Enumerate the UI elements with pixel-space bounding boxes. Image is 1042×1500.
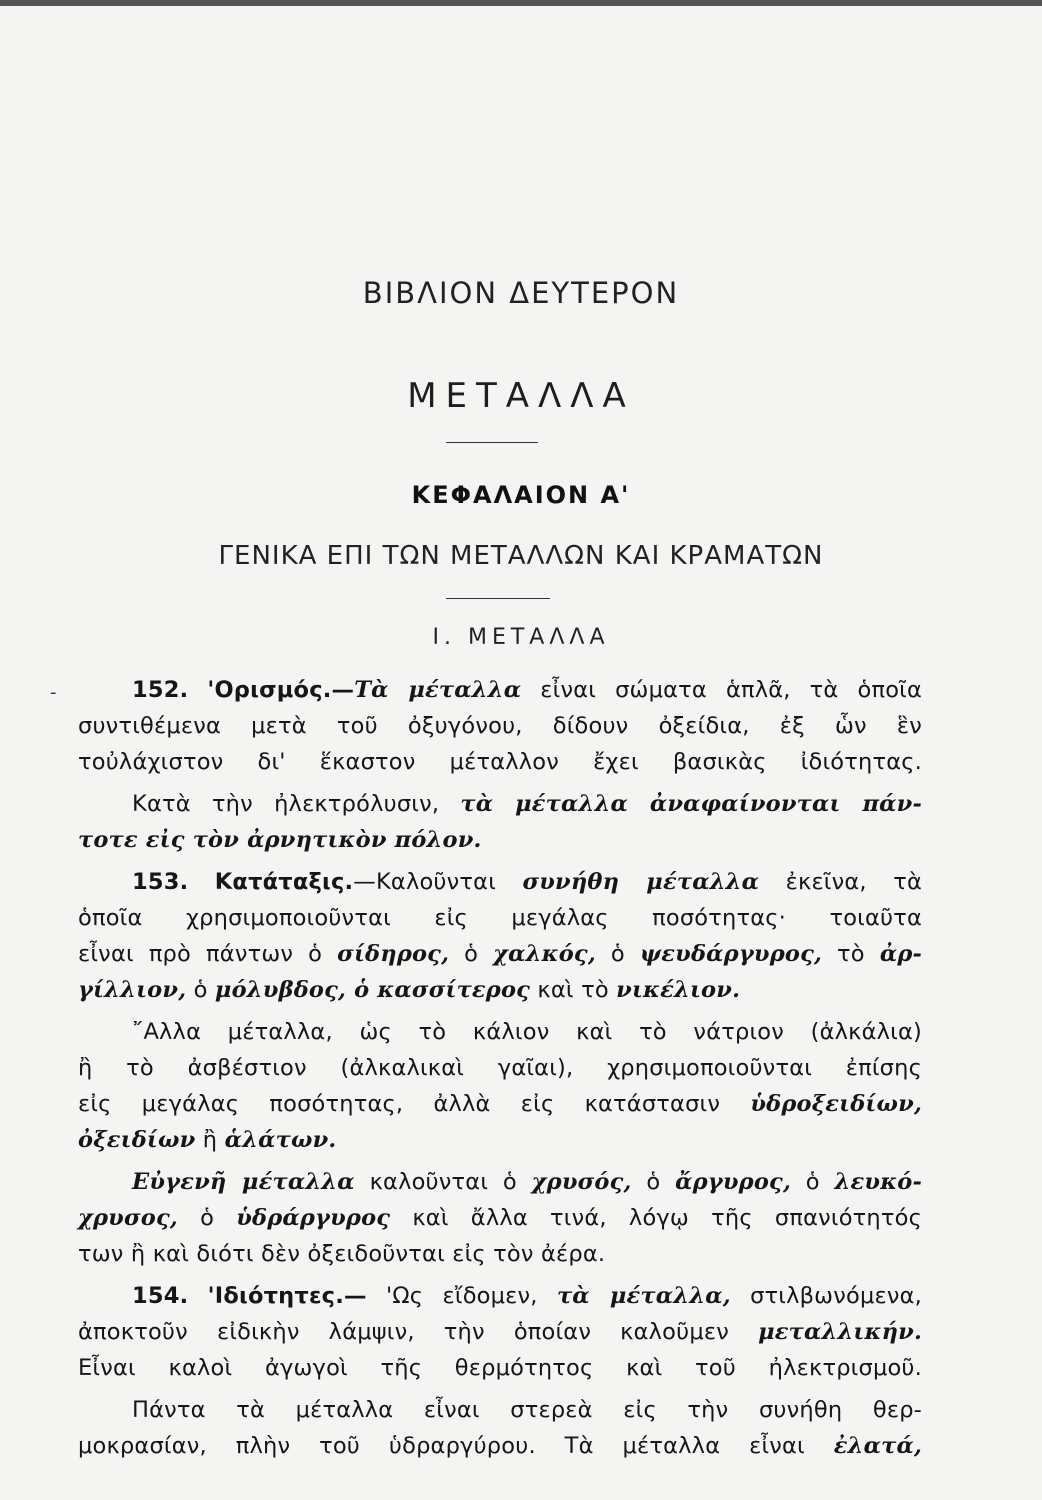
part-title: ΜΕΤΑΛΛΑ (407, 376, 635, 416)
divider-rule (446, 442, 538, 443)
paragraph-154-line: 154. 'Ιδιότητες.— 'Ως εἴδομεν, τὰ μέταλλα, στιλβωνόμενα, (132, 1283, 922, 1309)
paragraph-153-line: ὁποῖα χρησιμοποιοῦνται εἰς μεγάλας ποσότητας· τοιαῦτα (78, 905, 922, 931)
paragraph-154-line: μοκρασίαν, πλὴν τοῦ ὑδραργύρου. Τὰ μέταλλα εἶναι ἐλατά, (78, 1433, 922, 1459)
section-number: 154. (132, 1283, 189, 1309)
chapter-title: ΓΕΝΙΚΑ ΕΠΙ ΤΩΝ ΜΕΤΑΛΛΩΝ ΚΑΙ ΚΡΑΜΑΤΩΝ (218, 541, 824, 571)
body-text (78, 672, 922, 1464)
paragraph-153-line: 153. Κατάταξις.—Καλοῦνται συνήθη μέταλλα ἐκεῖνα, τὰ (132, 869, 922, 895)
margin-mark: - (50, 682, 57, 703)
section-title: Ι. ΜΕΤΑΛΛΑ (432, 625, 610, 650)
paragraph-152-line: Κατὰ τὴν ἠλεκτρόλυσιν, τὰ μέταλλα ἀναφαίνονται πάν- (132, 791, 922, 817)
chapter-label: ΚΕΦΑΛΑΙΟΝ Α' (411, 481, 631, 509)
section-number: 152. (132, 677, 189, 703)
paragraph-153-line: χρυσος, ὁ ὑδράργυρος καὶ ἄλλα τινά, λόγῳ τῆς σπανιότητός (78, 1205, 922, 1231)
paragraph-153-line: των ἢ καὶ διότι δὲν ὀξειδοῦνται εἰς τὸν ἀέρα. (78, 1241, 606, 1267)
paragraph-152-line: 152. 'Ορισμός.—Τὰ μέταλλα εἶναι σώματα ἁπλᾶ, τὰ ὁποῖα (132, 677, 923, 703)
divider-rule (446, 598, 550, 599)
section-term: Κατάταξις. (214, 869, 354, 895)
paragraph-153-line: εἰς μεγάλας ποσότητας, ἀλλὰ εἰς κατάστασιν ὑδροξειδίων, (78, 1091, 922, 1117)
paragraph-154-line: Πάντα τὰ μέταλλα εἶναι στερεὰ εἰς τὴν συνήθη θερ- (132, 1397, 922, 1423)
paragraph-152-line: τοὐλάχιστον δι' ἕκαστον μέταλλον ἔχει βασικὰς ἰδιότητας. (78, 749, 922, 775)
paragraph-154-line: ἀποκτοῦν εἰδικὴν λάμψιν, τὴν ὁποίαν καλοῦμεν μεταλλικήν. (78, 1319, 922, 1345)
section-number: 153. (132, 869, 189, 895)
paragraph-153-line: ὀξειδίων ἢ ἁλάτων. (78, 1127, 337, 1153)
paragraph-153-line: γίλλιον, ὁ μόλυβδος, ὁ κασσίτερος καὶ τὸ νικέλιον. (78, 977, 741, 1003)
paragraph-153-line: ῎Αλλα μέταλλα, ὡς τὸ κάλιον καὶ τὸ νάτριον (ἀλκάλια) (132, 1019, 922, 1045)
paragraph-153-line: ἢ τὸ ἀσβέστιον (ἀλκαλικαὶ γαῖαι), χρησιμοποιοῦνται ἐπίσης (78, 1055, 922, 1081)
paragraph-152-line: συντιθέμενα μετὰ τοῦ ὀξυγόνου, δίδουν ὀξείδια, ἐξ ὧν ἓν (78, 713, 922, 739)
section-term: 'Ιδιότητες.— (207, 1283, 367, 1309)
book-title: ΒΙΒΛΙΟΝ ΔΕΥΤΕΡΟΝ (362, 276, 680, 310)
paragraph-153-line: Εὐγενῆ μέταλλα καλοῦνται ὁ χρυσός, ὁ ἄργυρος, ὁ λευκό- (132, 1169, 923, 1195)
page-top-edge (0, 0, 1042, 6)
paragraph-153-line: εἶναι πρὸ πάντων ὁ σίδηρος, ὁ χαλκός, ὁ ψευδάργυρος, τὸ ἀρ- (78, 941, 923, 967)
paragraph-154-line: Εἶναι καλοὶ ἀγωγοὶ τῆς θερμότητος καὶ τοῦ ἠλεκτρισμοῦ. (78, 1355, 922, 1381)
section-term: 'Ορισμός.— (207, 677, 355, 703)
paragraph-152-line: τοτε εἰς τὸν ἀρνητικὸν πόλον. (78, 827, 482, 853)
